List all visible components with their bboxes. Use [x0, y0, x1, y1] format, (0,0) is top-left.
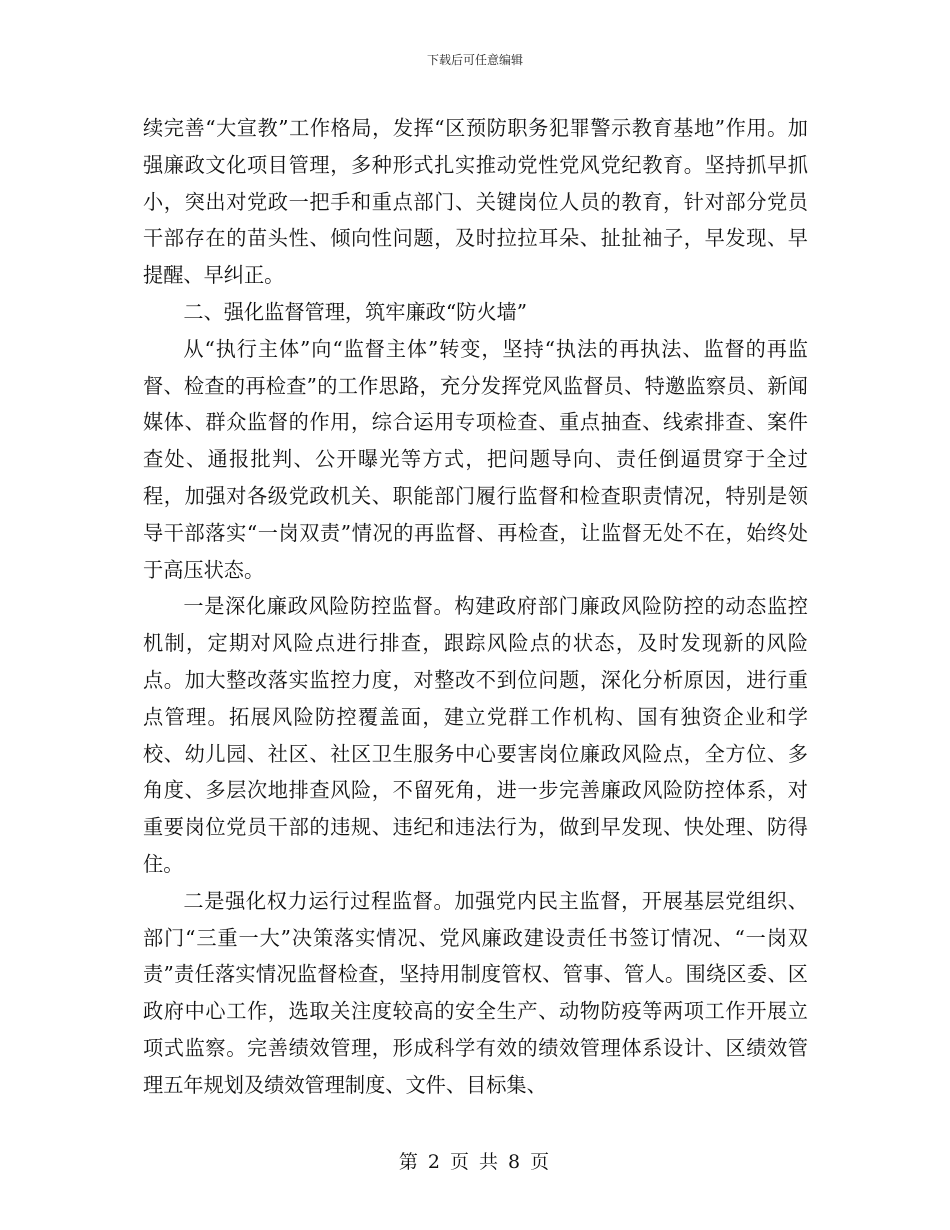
page-header: 下载后可任意编辑	[426, 53, 523, 67]
paragraph-risk-control: 一是深化廉政风险防控监督。构建政府部门廉政风险防控的动态监控机制，定期对风险点进行排查，跟踪风险点的状态，及时发现新的风险点。加大整改落实监控力度，对整改不到位问题，深化分析原因，进行重点管理。拓展风险防控覆盖面，建立党群工作机构、国有独资企业和学校、幼儿园、社区、社区卫生服务中心要害岗位廉政风险点，全方位、多角度、多层次地排查风险，不留死角，进一步完善廉政风险防控体系，对重要岗位党员干部的违规、违纪和违法行为，做到早发现、快处理、防得住。	[143, 594, 808, 876]
document-body	[143, 110, 808, 1104]
paragraph-supervision: 从“执行主体”向“监督主体”转变，坚持“执法的再执法、监督的再监督、检查的再检查”的工作思路，充分发挥党风监督员、特邀监察员、新闻媒体、群众监督的作用，综合运用专项检查、重点抽查、线索排查、案件查处、通报批判、公开曝光等方式，把问题导向、责任倒逼贯穿于全过程，加强对各级党政机关、职能部门履行监督和检查职责情况，特别是领导干部落实“一岗双责”情况的再监督、再检查，让监督无处不在，始终处于高压状态。	[143, 336, 808, 582]
paragraph-continuation: 续完善“大宣教”工作格局，发挥“区预防职务犯罪警示教育基地”作用。加强廉政文化项目管理，多种形式扎实推动党性党风党纪教育。坚持抓早抓小，突出对党政一把手和重点部门、关键岗位人员的教育，针对部分党员干部存在的苗头性、倾向性问题，及时拉拉耳朵、扯扯袖子，早发现、早提醒、早纠正。	[143, 116, 808, 288]
page-number: 第 2 页 共 8 页	[398, 1151, 552, 1173]
section-heading: 二、强化监督管理，筑牢廉政“防火墙”	[183, 299, 528, 324]
paragraph-power-oversight: 二是强化权力运行过程监督。加强党内民主监督，开展基层党组织、部门“三重一大”决策落实情况、党风廉政建设责任书签订情况、“一岗双责”责任落实情况监督检查，坚持用制度管权、管事、管人。围绕区委、区政府中心工作，选取关注度较高的安全生产、动物防疫等两项工作开展立项式监察。完善绩效管理，形成科学有效的绩效管理体系设计、区绩效管理五年规划及绩效管理制度、文件、目标集、	[143, 888, 808, 1097]
